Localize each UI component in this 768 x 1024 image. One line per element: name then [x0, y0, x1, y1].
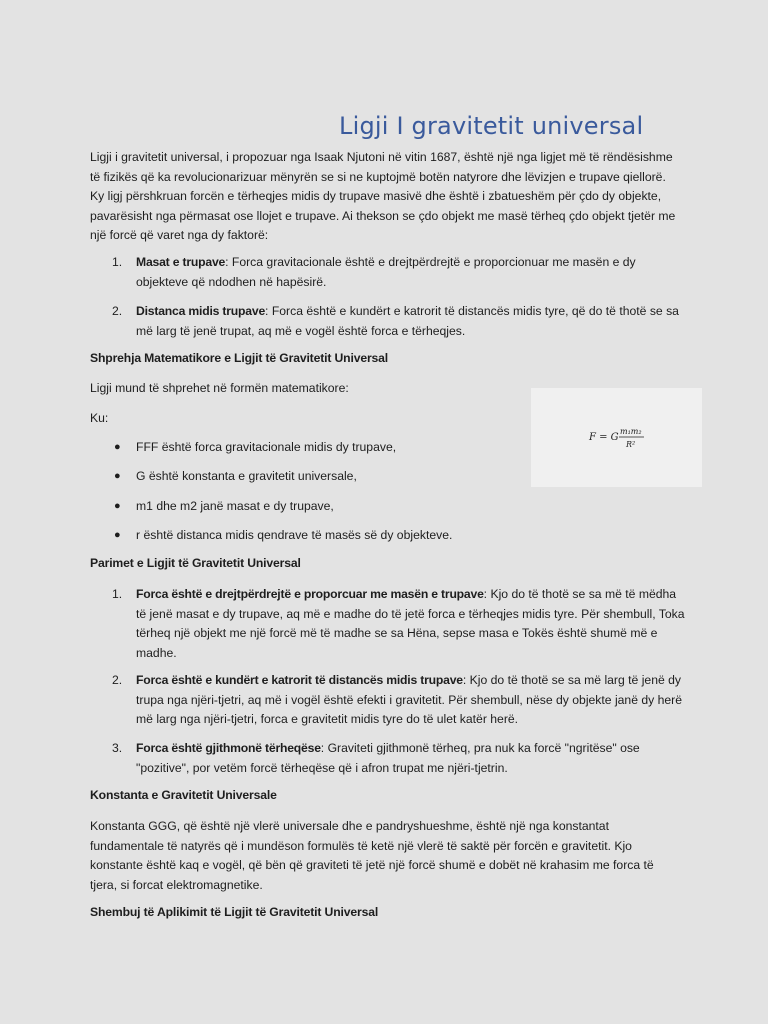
bullet-text: m1 dhe m2 janë masat e dy trupave, — [136, 499, 334, 513]
list-item-term: Forca është e kundërt e katrorit të distancës midis trupave — [136, 673, 463, 687]
bullet-text: FFF është forca gravitacionale midis dy trupave, — [136, 440, 397, 454]
list-number: 1. — [112, 587, 123, 601]
list-item — [90, 253, 686, 292]
bullet-icon: ● — [114, 470, 121, 482]
bullet-icon: ● — [114, 500, 121, 512]
bullet-item — [90, 526, 686, 546]
list-item — [90, 739, 686, 778]
bullet-text: G është konstanta e gravitetit universale, — [136, 469, 357, 483]
bullet-icon: ● — [114, 441, 121, 453]
formula-denominator: R² — [626, 440, 636, 449]
list-item-text: : Kjo do të thotë se sa më larg të jenë dy trupa nga njëri-tjetri, aq më i vogël është efekti i gravitetit. Për shembull, nëse dy objekte janë dy herë më larg nga njëri-tjetri, forca e gravitetit midis tyre do të ulet katër herë. — [136, 673, 683, 726]
list-item-text: : Graviteti gjithmonë tërheq, pra nuk ka forcë "ngritëse" ose "pozitive", por vetëm forcë tërheqëse që i afron trupat me njëri-tjetrin. — [136, 741, 640, 775]
intro-paragraph: Ligji i gravitetit universal, i propozuar nga Isaak Njutoni në vitin 1687, është një nga ligjet më të rëndësishme të fizikës që ka revolucionarizuar mënyrën se si ne kuptojmë botën natyrore dhe lëvizjen e trupave qiellorë. Ky ligj përshkruan forcën e tërheqjes midis dy trupave masivë dhe është i zbatueshëm për çdo dy objekte, pavarësisht nga përmasat ose llojet e trupave. Ai thekson se çdo objekt me masë tërheq çdo objekt tjetër me një forcë që varet nga dy faktorë: — [90, 150, 676, 242]
paragraph: Konstanta GGG, që është një vlerë universale dhe e pandryshueshme, është një nga konstantat fundamentale të natyrës që i mundëson formulës të ketë një vlerë të saktë për forcën e gravitetit. Kjo konstante është kaq e vogël, që bën që graviteti të jetë një forcë shumë e dobët në krahasim me forca të tjera, si forcat elektromagnetike. — [90, 819, 654, 892]
formula-lhs: F = G — [589, 432, 619, 443]
bullet-item — [90, 467, 686, 487]
list-number: 3. — [112, 741, 123, 755]
list-item-text: : Forca është e kundërt e katrorit të distancës midis tyre, që do të thotë se sa më larg të jenë trupat, aq më e vogël është forca e tërheqjes. — [136, 304, 679, 338]
list-number: 2. — [112, 673, 123, 687]
list-item-text: : Forca gravitacionale është e drejtpërdrejtë e proporcionuar me masën e dy objekteve që ndodhen në hapësirë. — [136, 255, 636, 289]
list-item-term: Forca është gjithmonë tërheqëse — [136, 741, 321, 755]
list-item — [90, 585, 686, 663]
section-heading: Konstanta e Gravitetit Universale — [90, 788, 277, 802]
bullet-item — [90, 497, 686, 517]
list-number: 1. — [112, 255, 123, 269]
list-item-term: Forca është e drejtpërdrejtë e proporcuar me masën e trupave — [136, 587, 484, 601]
bullet-text: r është distanca midis qendrave të masës së dy objekteve. — [136, 528, 453, 542]
paragraph: Ku: — [90, 411, 109, 425]
page-title: Ligji I gravitetit universal — [339, 112, 644, 140]
bullet-icon: ● — [114, 529, 121, 541]
list-item-term: Masat e trupave — [136, 255, 226, 269]
paragraph: Ligji mund të shprehet në formën matematikore: — [90, 381, 349, 395]
list-item-text: : Kjo do të thotë se sa më të mëdha të jenë masat e dy trupave, aq më e madhe do të jetë forca e tërheqjes midis tyre. Për shembull, Toka tërheq një objekt me një forcë më të madhe se sa Hëna, sepse masa e Tokës është shumë më e madhe. — [136, 587, 685, 660]
list-number: 2. — [112, 304, 123, 318]
list-item — [90, 671, 686, 730]
section-heading: Parimet e Ligjit të Gravitetit Universal — [90, 556, 301, 570]
list-item — [90, 302, 686, 341]
section-heading: Shembuj të Aplikimit të Ligjit të Gravitetit Universal — [90, 905, 379, 919]
section-heading: Shprehja Matematikore e Ligjit të Gravitetit Universal — [90, 351, 389, 365]
formula-numerator: m₁m₂ — [620, 427, 642, 436]
bullet-item — [90, 438, 686, 458]
list-item-term: Distanca midis trupave — [136, 304, 266, 318]
